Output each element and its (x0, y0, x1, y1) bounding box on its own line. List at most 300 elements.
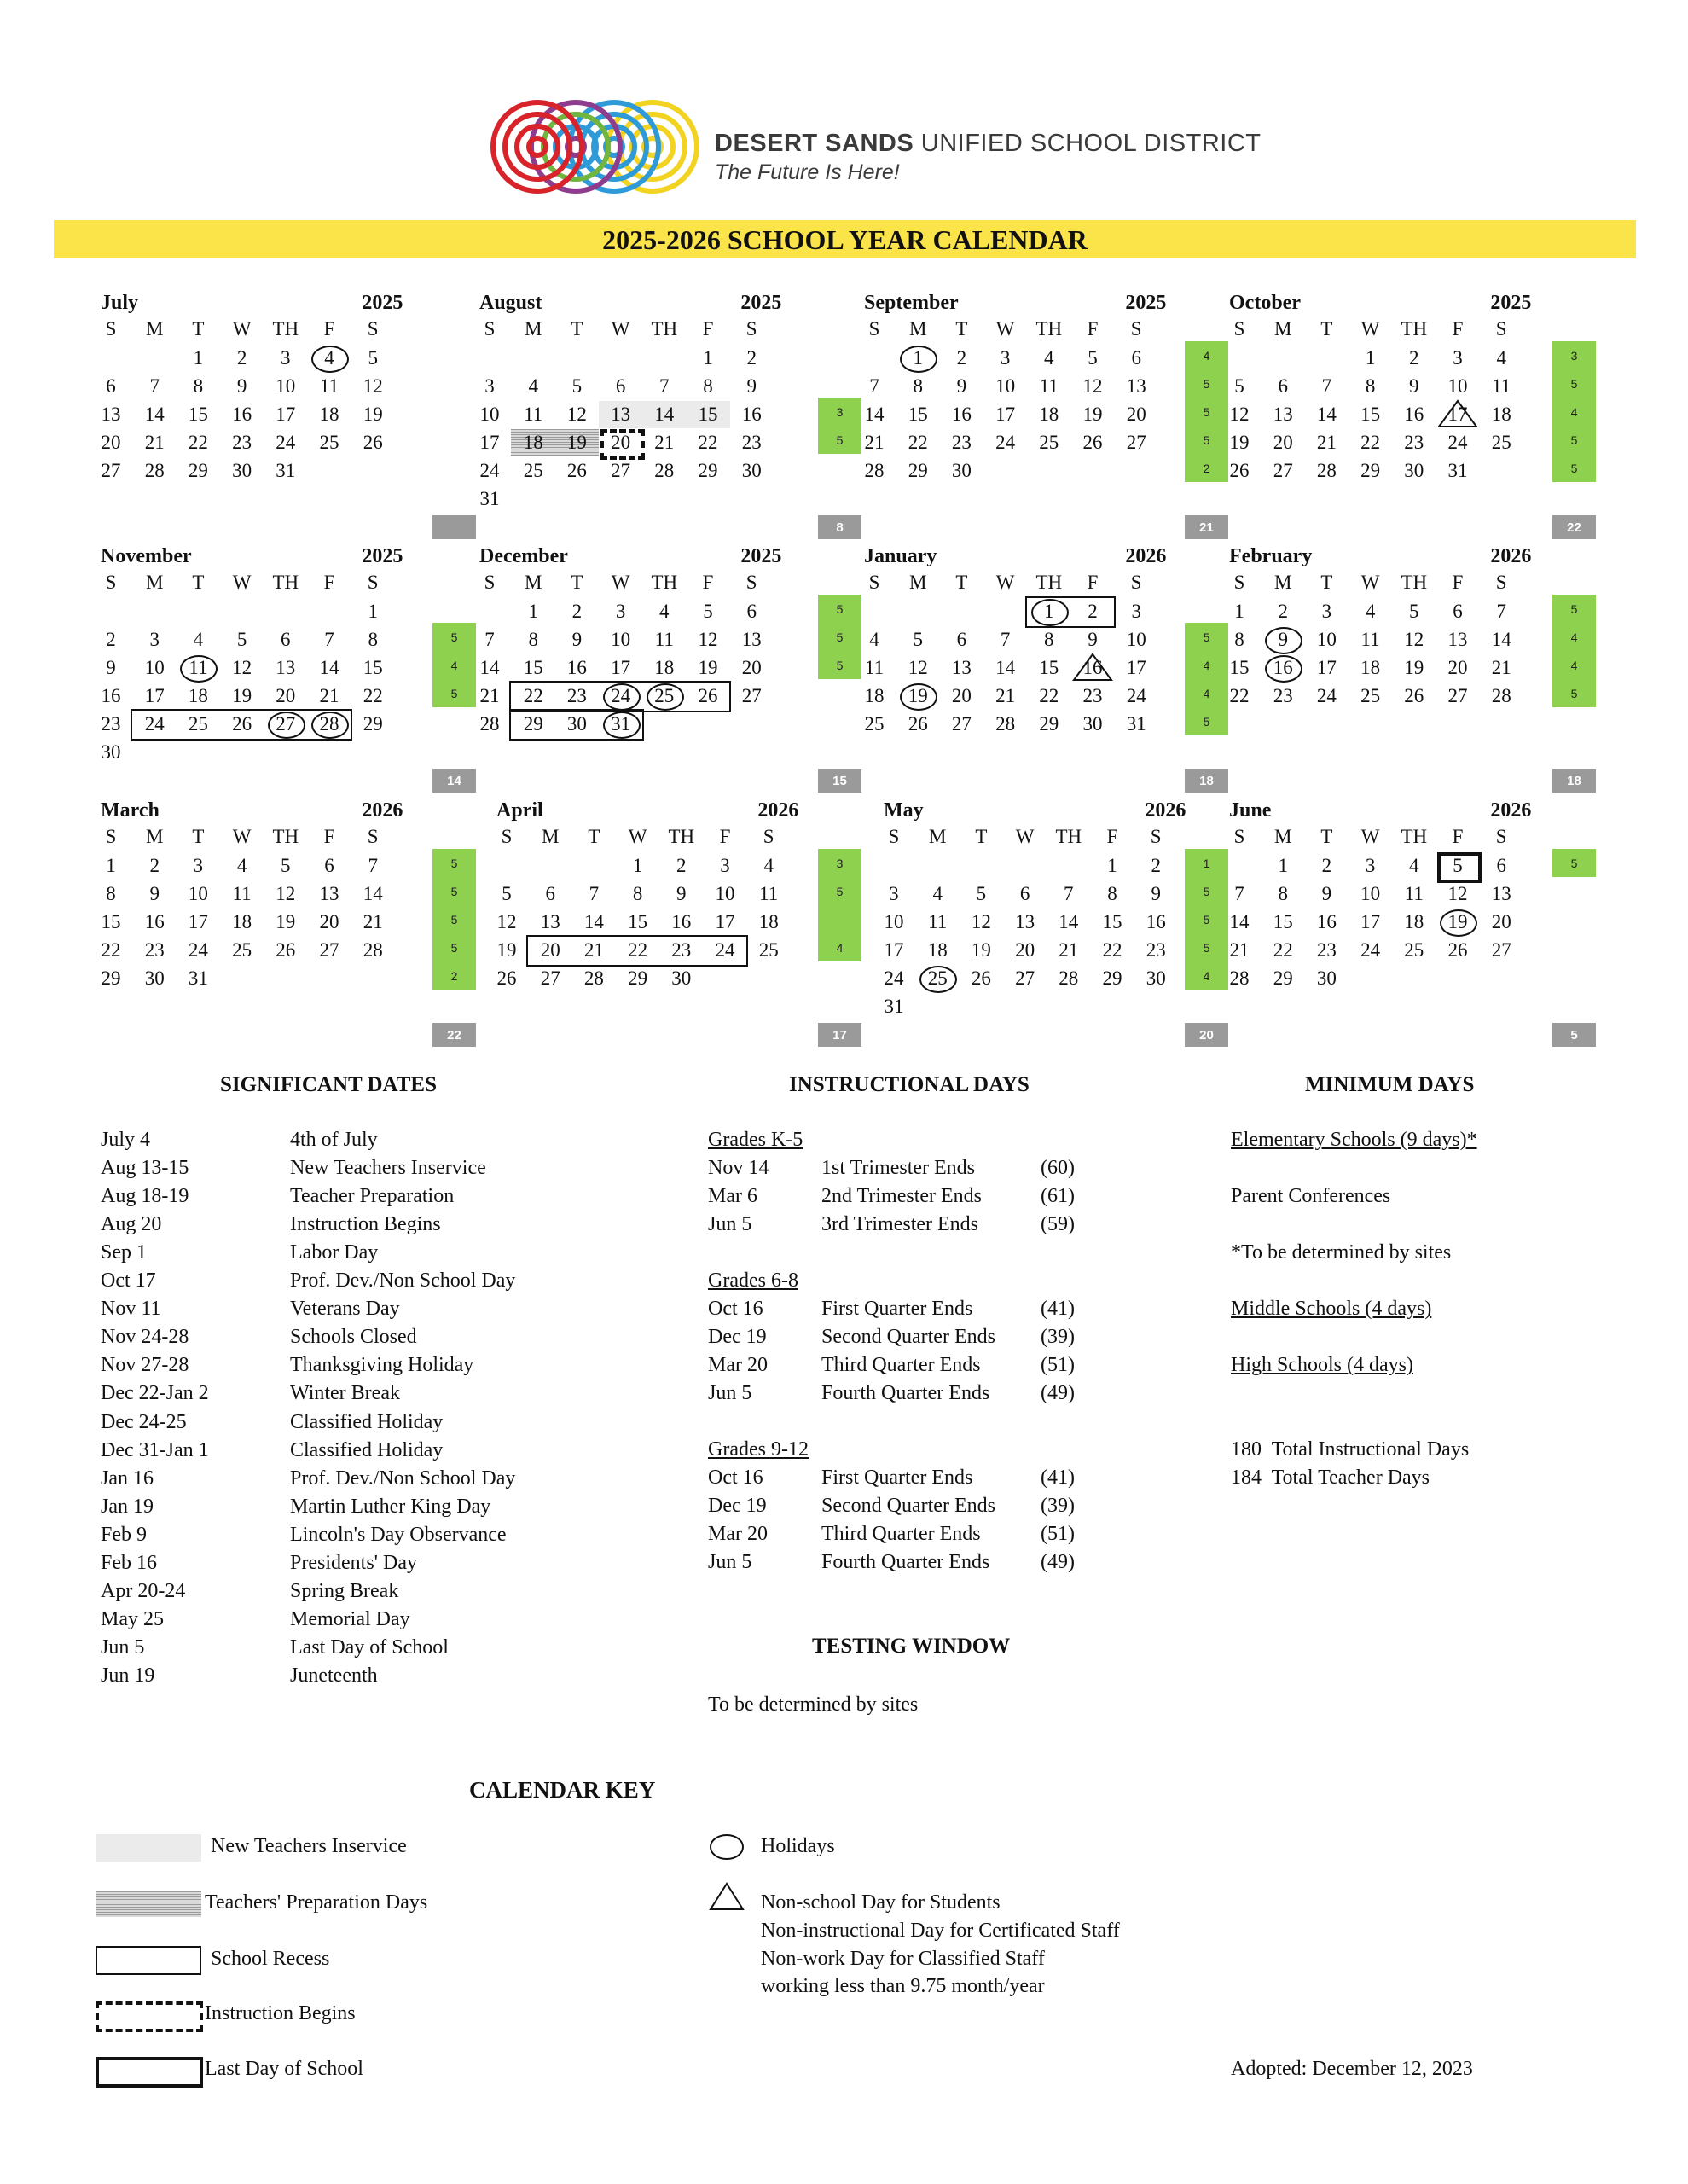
weekday-header: M (541, 826, 560, 847)
day-cell: 4 (763, 855, 774, 876)
weekly-days-count: 2 (450, 969, 458, 983)
weekday-header: T (955, 318, 968, 340)
term-day-count: (60) (1041, 1157, 1075, 1179)
day-cell: 15 (908, 404, 928, 425)
day-cell: 17 (144, 685, 165, 706)
day-cell: 5 (502, 883, 512, 904)
day-cell: 17 (1316, 657, 1337, 678)
adopted-date: Adopted: December 12, 2023 (1231, 2058, 1473, 2080)
day-cell: 6 (545, 883, 555, 904)
month-header (1229, 799, 1604, 825)
weekday-header: T (955, 572, 968, 593)
day-cell: 22 (1229, 685, 1250, 706)
significant-date: Jun 19 (101, 1664, 155, 1687)
significant-event: Classified Holiday (290, 1410, 444, 1433)
day-cell: 15 (1273, 911, 1293, 932)
day-cell: 23 (101, 713, 121, 735)
day-cell: 31 (276, 460, 296, 481)
day-cell: 4 (932, 883, 943, 904)
month-august (479, 292, 855, 548)
month-year: 2025 (740, 292, 782, 314)
weekly-days-count: 5 (1570, 602, 1578, 616)
term-end-date: Jun 5 (708, 1213, 752, 1235)
month-name: December (479, 545, 568, 567)
term-end-date: Jun 5 (708, 1551, 752, 1573)
triangle-icon (708, 1881, 745, 1912)
weekday-header: W (1360, 826, 1380, 847)
day-cell: 14 (1316, 404, 1337, 425)
weekly-days-bar (818, 849, 861, 961)
weekly-days-count: 5 (450, 857, 458, 870)
day-cell: 28 (144, 460, 165, 481)
day-cell: 24 (1126, 685, 1146, 706)
day-cell: 18 (232, 911, 252, 932)
day-cell: 6 (1278, 375, 1288, 397)
weekly-days-count: 5 (450, 687, 458, 700)
day-cell: 6 (324, 855, 334, 876)
day-cell: 6 (1131, 347, 1141, 369)
weekly-days-bar (1185, 623, 1228, 735)
day-cell: 5 (703, 601, 713, 622)
weekly-days-count: 5 (450, 885, 458, 898)
weekday-header: M (524, 318, 542, 340)
day-cell: 4 (193, 629, 204, 650)
month-april (496, 799, 872, 1055)
month-july (101, 292, 476, 548)
day-cell: 23 (671, 939, 692, 961)
day-cell: 17 (276, 404, 296, 425)
day-cell: 2 (1088, 601, 1098, 622)
significant-date: July 4 (101, 1129, 151, 1151)
day-cell: 29 (188, 460, 208, 481)
day-cell: 13 (951, 657, 972, 678)
weekday-header: TH (1401, 826, 1428, 847)
weekly-days-count: 5 (450, 941, 458, 955)
day-cell: 7 (1496, 601, 1506, 622)
weekday-header: W (628, 826, 647, 847)
day-cell: 12 (232, 657, 252, 678)
day-cell: 31 (479, 488, 500, 509)
day-cell: 8 (528, 629, 538, 650)
significant-event: Prof. Dev./Non School Day (290, 1269, 516, 1292)
monthly-total-days: 8 (818, 515, 861, 539)
weekday-header: F (719, 826, 731, 847)
weekly-days-count: 5 (1203, 630, 1210, 644)
significant-event: Presidents' Day (290, 1551, 417, 1574)
day-cell: 8 (106, 883, 116, 904)
day-cell: 6 (956, 629, 967, 650)
day-cell: 22 (188, 432, 208, 453)
day-cell: 9 (1261, 626, 1305, 653)
term-end-label: Third Quarter Ends (821, 1523, 981, 1545)
day-cell: 30 (951, 460, 972, 481)
page-title: 2025-2026 SCHOOL YEAR CALENDAR (54, 220, 1636, 258)
month-name: October (1229, 292, 1301, 314)
weekly-days-count: 5 (1203, 715, 1210, 729)
key-nonschool-line1: Non-school Day for Students (761, 1891, 1001, 1914)
term-end-date: Dec 19 (708, 1495, 767, 1517)
day-cell: 30 (566, 713, 587, 735)
monthly-total-days: 17 (818, 1023, 861, 1047)
recess-box (509, 681, 731, 712)
day-cell: 5 (913, 629, 923, 650)
term-day-count: (51) (1041, 1523, 1075, 1545)
significant-date: Jan 19 (101, 1495, 154, 1518)
weekday-header: F (323, 318, 335, 340)
day-cell: 1 (1107, 855, 1117, 876)
day-cell: 17 (479, 432, 500, 453)
day-cell: 11 (1039, 375, 1059, 397)
significant-event: 4th of July (290, 1129, 378, 1151)
day-cell: 24 (995, 432, 1016, 453)
day-cell: 18 (1039, 404, 1059, 425)
day-cell: 9 (1151, 883, 1161, 904)
monthly-total-days: 5 (1552, 1023, 1596, 1047)
day-cell: 22 (698, 432, 718, 453)
weekday-header: T (975, 826, 988, 847)
month-header (864, 545, 1239, 571)
day-cell: 10 (611, 629, 631, 650)
day-cell: 8 (1107, 883, 1117, 904)
day-cell: 13 (1273, 404, 1293, 425)
monthly-total-days: 20 (1185, 1023, 1228, 1047)
month-name: July (101, 292, 139, 314)
day-cell: 9 (236, 375, 247, 397)
weekly-days-count: 4 (1570, 405, 1578, 419)
month-header (1229, 292, 1604, 317)
day-cell: 18 (319, 404, 339, 425)
day-cell: 6 (1453, 601, 1463, 622)
day-cell: 29 (523, 713, 543, 735)
term-end-label: Second Quarter Ends (821, 1326, 995, 1348)
day-cell: 17 (1360, 911, 1381, 932)
day-cell: 4 (528, 375, 538, 397)
day-cell: 1 (1027, 598, 1071, 625)
day-cell: 20 (319, 911, 339, 932)
grade-group-title: Grades K-5 (708, 1129, 803, 1151)
day-cell: 14 (864, 404, 885, 425)
day-cell: 1 (1365, 347, 1376, 369)
day-cell: 28 (654, 460, 675, 481)
day-cell: 7 (324, 629, 334, 650)
month-october (1229, 292, 1604, 548)
day-cell: 8 (632, 883, 643, 904)
day-cell: 2 (106, 629, 116, 650)
day-cell: 23 (951, 432, 972, 453)
day-cell: 27 (741, 685, 762, 706)
significant-dates-heading: SIGNIFICANT DATES (220, 1073, 438, 1096)
month-header (101, 799, 476, 825)
day-cell: 24 (715, 939, 735, 961)
significant-event: Juneteenth (290, 1664, 378, 1687)
weekday-header: S (501, 826, 513, 847)
day-cell: 9 (746, 375, 757, 397)
weekday-header: S (745, 572, 757, 593)
key-instruction-label: Instruction Begins (205, 2002, 356, 2024)
day-cell: 11 (1360, 629, 1380, 650)
key-inservice-swatch (96, 1834, 201, 1862)
key-prep-label: Teachers' Preparation Days (205, 1891, 428, 1914)
month-name: May (884, 799, 924, 822)
day-cell: 2 (956, 347, 967, 369)
day-cell: 28 (1059, 967, 1079, 989)
recess-box (1025, 596, 1116, 628)
day-cell: 26 (971, 967, 991, 989)
day-cell: 22 (101, 939, 121, 961)
day-cell: 12 (908, 657, 928, 678)
weekday-header: T (1320, 318, 1333, 340)
day-cell: 12 (1229, 404, 1250, 425)
day-cell: 17 (1436, 401, 1480, 428)
day-cell: 18 (1491, 404, 1511, 425)
day-cell: 21 (654, 432, 675, 453)
day-cell: 14 (583, 911, 604, 932)
day-cell: 25 (864, 713, 885, 735)
day-cell: 13 (1126, 375, 1146, 397)
significant-event: Spring Break (290, 1579, 399, 1602)
day-cell: 19 (1404, 657, 1424, 678)
day-cell: 12 (363, 375, 383, 397)
day-cell: 19 (698, 657, 718, 678)
day-cell: 31 (884, 996, 904, 1017)
weekday-header: S (1233, 826, 1245, 847)
day-cell: 16 (1261, 654, 1305, 682)
day-cell: 5 (368, 347, 378, 369)
day-cell: 25 (319, 432, 339, 453)
day-cell: 11 (319, 375, 339, 397)
day-cell: 13 (1491, 883, 1511, 904)
day-cell: 21 (363, 911, 383, 932)
total-instructional-days: 180 Total Instructional Days (1231, 1438, 1470, 1461)
day-cell: 24 (599, 682, 643, 710)
weekday-header: S (1233, 318, 1245, 340)
significant-event: Memorial Day (290, 1607, 410, 1630)
minimum-tbd-note: *To be determined by sites (1231, 1241, 1452, 1263)
month-year: 2026 (1490, 545, 1532, 567)
day-cell: 16 (741, 404, 762, 425)
day-cell: 28 (363, 939, 383, 961)
day-cell: 28 (479, 713, 500, 735)
day-cell: 16 (566, 657, 587, 678)
day-cell: 1 (368, 601, 378, 622)
day-cell: 8 (368, 629, 378, 650)
month-february (1229, 545, 1604, 801)
weekday-header: M (145, 318, 164, 340)
significant-event: Schools Closed (290, 1326, 417, 1349)
day-cell: 13 (599, 401, 643, 428)
day-cell: 3 (149, 629, 160, 650)
month-name: April (496, 799, 543, 822)
day-cell: 17 (1126, 657, 1146, 678)
day-cell: 20 (1015, 939, 1035, 961)
day-cell: 9 (1088, 629, 1098, 650)
day-cell: 5 (281, 855, 291, 876)
weekday-header: S (105, 572, 117, 593)
day-cell: 10 (1360, 883, 1381, 904)
day-cell: 15 (188, 404, 208, 425)
weekday-header: TH (651, 572, 678, 593)
day-cell: 23 (1146, 939, 1166, 961)
day-cell: 27 (540, 967, 560, 989)
day-cell: 1 (528, 601, 538, 622)
weekday-header: S (1495, 572, 1507, 593)
weekday-header: S (1130, 318, 1142, 340)
weekday-header: F (1452, 826, 1464, 847)
day-cell: 23 (144, 939, 165, 961)
day-cell: 19 (1082, 404, 1103, 425)
day-cell: 7 (589, 883, 600, 904)
day-cell: 24 (1316, 685, 1337, 706)
weekday-header: W (611, 572, 630, 593)
day-cell: 26 (276, 939, 296, 961)
day-cell: 5 (1436, 852, 1480, 880)
day-cell: 16 (232, 404, 252, 425)
day-cell: 26 (566, 460, 587, 481)
day-cell: 16 (1146, 911, 1166, 932)
day-cell: 14 (319, 657, 339, 678)
day-cell: 3 (1000, 347, 1011, 369)
month-name: January (864, 545, 937, 567)
weekly-days-count: 3 (836, 405, 844, 419)
day-cell: 20 (1491, 911, 1511, 932)
day-cell: 5 (1409, 601, 1419, 622)
day-cell: 19 (554, 429, 599, 456)
day-cell: 14 (995, 657, 1016, 678)
day-cell: 19 (496, 939, 517, 961)
day-cell: 10 (1447, 375, 1468, 397)
day-cell: 29 (628, 967, 648, 989)
day-cell: 10 (144, 657, 165, 678)
day-cell: 27 (1015, 967, 1035, 989)
day-cell: 14 (1229, 911, 1250, 932)
day-cell: 5 (236, 629, 247, 650)
month-year: 2025 (362, 545, 403, 567)
day-cell: 24 (479, 460, 500, 481)
day-cell: 6 (746, 601, 757, 622)
day-cell: 17 (715, 911, 735, 932)
grade-group-title: Grades 6-8 (708, 1269, 798, 1292)
significant-event: Prof. Dev./Non School Day (290, 1467, 516, 1490)
month-year: 2025 (362, 292, 403, 314)
recess-box (509, 709, 644, 741)
monthly-total-days: 21 (1185, 515, 1228, 539)
significant-date: Sep 1 (101, 1241, 147, 1264)
weekly-days-count: 5 (450, 913, 458, 926)
month-year: 2026 (757, 799, 799, 822)
day-cell: 19 (896, 682, 940, 710)
minimum-middle: Middle Schools (4 days) (1231, 1298, 1432, 1320)
day-cell: 1 (1234, 601, 1244, 622)
month-march (101, 799, 476, 1055)
day-cell: 4 (1409, 855, 1419, 876)
significant-date: Feb 16 (101, 1551, 157, 1574)
weekday-header: S (888, 826, 900, 847)
day-cell: 2 (1278, 601, 1288, 622)
significant-date: Oct 17 (101, 1269, 156, 1292)
weekly-days-count: 4 (836, 941, 844, 955)
day-cell: 1 (193, 347, 204, 369)
day-cell: 23 (741, 432, 762, 453)
day-cell: 27 (1126, 432, 1146, 453)
weekday-header: S (1495, 318, 1507, 340)
district-logo (486, 94, 1339, 196)
day-cell: 31 (1447, 460, 1468, 481)
day-cell: 29 (101, 967, 121, 989)
term-end-label: 3rd Trimester Ends (821, 1213, 979, 1235)
day-cell: 9 (956, 375, 967, 397)
day-cell: 23 (1316, 939, 1337, 961)
day-cell: 22 (1102, 939, 1122, 961)
significant-event: New Teachers Inservice (290, 1157, 486, 1180)
day-cell: 25 (1404, 939, 1424, 961)
monthly-total-days: 22 (432, 1023, 476, 1047)
day-cell: 4 (307, 345, 351, 372)
district-tagline: The Future Is Here! (715, 160, 900, 184)
day-cell: 19 (276, 911, 296, 932)
day-cell: 29 (1039, 713, 1059, 735)
day-cell: 18 (511, 429, 555, 456)
day-cell: 21 (1316, 432, 1337, 453)
weekday-header: TH (651, 318, 678, 340)
weekday-header: TH (1035, 318, 1063, 340)
day-cell: 28 (307, 711, 351, 738)
weekly-days-count: 5 (1570, 857, 1578, 870)
day-cell: 10 (479, 404, 500, 425)
day-cell: 6 (281, 629, 291, 650)
term-day-count: (39) (1041, 1495, 1075, 1517)
day-cell: 20 (1126, 404, 1146, 425)
day-cell: 30 (1316, 967, 1337, 989)
day-cell: 21 (583, 939, 604, 961)
day-cell: 27 (264, 711, 308, 738)
oval-icon (708, 1833, 745, 1862)
day-cell: 12 (566, 404, 587, 425)
significant-date: Aug 13-15 (101, 1157, 189, 1180)
weekday-header: TH (1401, 572, 1428, 593)
weekly-days-bar (1185, 849, 1228, 990)
day-cell: 18 (864, 685, 885, 706)
key-last-day-label: Last Day of School (205, 2058, 363, 2080)
weekday-header: F (1087, 572, 1099, 593)
recess-box (131, 709, 352, 741)
day-cell: 3 (1131, 601, 1141, 622)
day-cell: 2 (746, 347, 757, 369)
month-year: 2026 (1145, 799, 1186, 822)
weekly-days-bar (818, 398, 861, 454)
key-holidays-label: Holidays (761, 1835, 835, 1857)
day-cell: 19 (363, 404, 383, 425)
significant-date: Jan 16 (101, 1467, 154, 1490)
weekly-days-count: 5 (836, 659, 844, 672)
day-cell: 5 (976, 883, 987, 904)
weekday-header: T (1320, 572, 1333, 593)
weekday-header: S (868, 572, 880, 593)
weekly-days-count: 5 (1570, 377, 1578, 391)
day-cell: 22 (1039, 685, 1059, 706)
month-header (479, 292, 855, 317)
significant-date: Jun 5 (101, 1635, 145, 1658)
weekly-days-count: 4 (1570, 630, 1578, 644)
day-cell: 30 (671, 967, 692, 989)
weekday-header: W (232, 826, 252, 847)
day-cell: 8 (1234, 629, 1244, 650)
day-cell: 11 (1492, 375, 1511, 397)
day-cell: 13 (1015, 911, 1035, 932)
day-cell: 9 (571, 629, 583, 650)
weekly-days-count: 1 (1203, 857, 1210, 870)
day-cell: 29 (698, 460, 718, 481)
day-cell: 15 (1229, 657, 1250, 678)
